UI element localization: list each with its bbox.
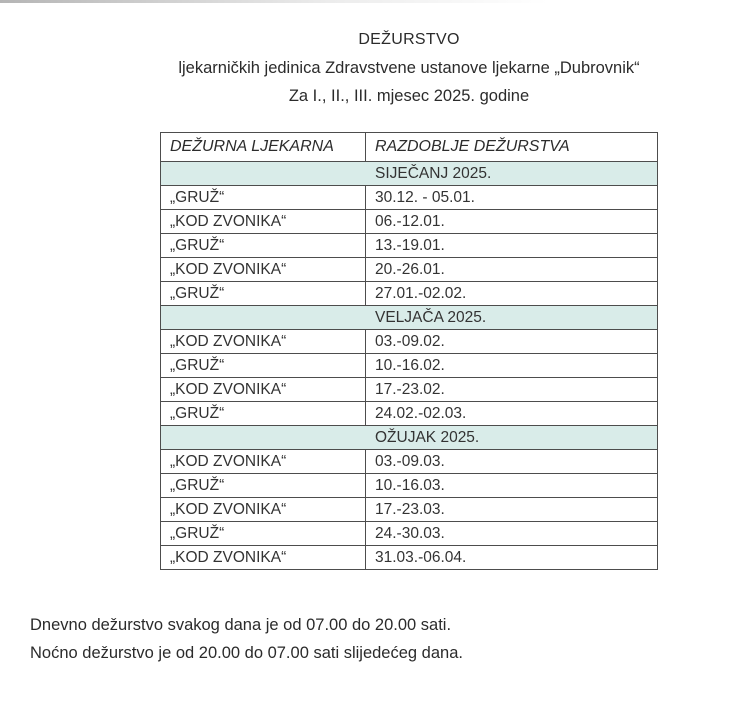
duty-table-head-row <box>161 133 658 162</box>
pharmacy-cell: „KOD ZVONIKA“ <box>161 258 366 282</box>
footer-day-duty-note: Dnevno dežurstvo svakog dana je od 07.00 do 20.00 sati. <box>30 616 452 634</box>
table-row <box>161 354 658 378</box>
table-row <box>161 450 658 474</box>
footer-night-duty-note: Noćno dežurstvo je od 20.00 do 07.00 sati slijedećeg dana. <box>30 644 463 662</box>
month-row <box>161 306 658 330</box>
pharmacy-cell: „GRUŽ“ <box>161 354 366 378</box>
table-row <box>161 234 658 258</box>
duty-table-body <box>161 162 658 570</box>
period-cell: 03.-09.03. <box>366 450 658 474</box>
month-cell: SIJEČANJ 2025. <box>161 162 658 186</box>
table-row <box>161 330 658 354</box>
month-cell: OŽUJAK 2025. <box>161 426 658 450</box>
footer-notes <box>30 611 463 667</box>
period-cell: 03.-09.02. <box>366 330 658 354</box>
table-row <box>161 186 658 210</box>
pharmacy-cell: „GRUŽ“ <box>161 234 366 258</box>
month-row <box>161 426 658 450</box>
pharmacy-cell: „GRUŽ“ <box>161 282 366 306</box>
document-subtitle: ljekarničkih jedinica Zdravstvene ustanove ljekarne „Dubrovnik“ <box>178 59 640 77</box>
pharmacy-cell: „KOD ZVONIKA“ <box>161 450 366 474</box>
period-cell: 31.03.-06.04. <box>366 546 658 570</box>
table-row <box>161 546 658 570</box>
table-row <box>161 210 658 234</box>
period-cell: 24.-30.03. <box>366 522 658 546</box>
pharmacy-cell: „KOD ZVONIKA“ <box>161 330 366 354</box>
duty-table <box>160 132 658 570</box>
period-cell: 20.-26.01. <box>366 258 658 282</box>
pharmacy-cell: „KOD ZVONIKA“ <box>161 546 366 570</box>
period-cell: 30.12. - 05.01. <box>366 186 658 210</box>
table-row <box>161 282 658 306</box>
period-cell: 06.-12.01. <box>366 210 658 234</box>
table-row <box>161 258 658 282</box>
period-cell: 10.-16.03. <box>366 474 658 498</box>
pharmacy-cell: „GRUŽ“ <box>161 402 366 426</box>
table-row <box>161 522 658 546</box>
period-cell: 17.-23.03. <box>366 498 658 522</box>
pharmacy-cell: „GRUŽ“ <box>161 474 366 498</box>
period-cell: 10.-16.02. <box>366 354 658 378</box>
document-period-line: Za I., II., III. mjesec 2025. godine <box>288 87 530 105</box>
table-row <box>161 378 658 402</box>
table-row <box>161 498 658 522</box>
document-title: DEŽURSTVO <box>358 31 460 48</box>
month-row <box>161 162 658 186</box>
pharmacy-cell: „KOD ZVONIKA“ <box>161 378 366 402</box>
table-row <box>161 402 658 426</box>
period-cell: 13.-19.01. <box>366 234 658 258</box>
pharmacy-cell: „KOD ZVONIKA“ <box>161 210 366 234</box>
month-cell: VELJAČA 2025. <box>161 306 658 330</box>
scan-artifact-top-edge <box>0 0 732 3</box>
document-title-block <box>86 31 732 106</box>
pharmacy-cell: „KOD ZVONIKA“ <box>161 498 366 522</box>
period-cell: 17.-23.02. <box>366 378 658 402</box>
table-row <box>161 474 658 498</box>
pharmacy-cell: „GRUŽ“ <box>161 522 366 546</box>
period-cell: 24.02.-02.03. <box>366 402 658 426</box>
period-cell: 27.01.-02.02. <box>366 282 658 306</box>
header-cell-pharmacy: DEŽURNA LJEKARNA <box>161 133 366 162</box>
pharmacy-cell: „GRUŽ“ <box>161 186 366 210</box>
header-cell-period: RAZDOBLJE DEŽURSTVA <box>366 133 658 162</box>
